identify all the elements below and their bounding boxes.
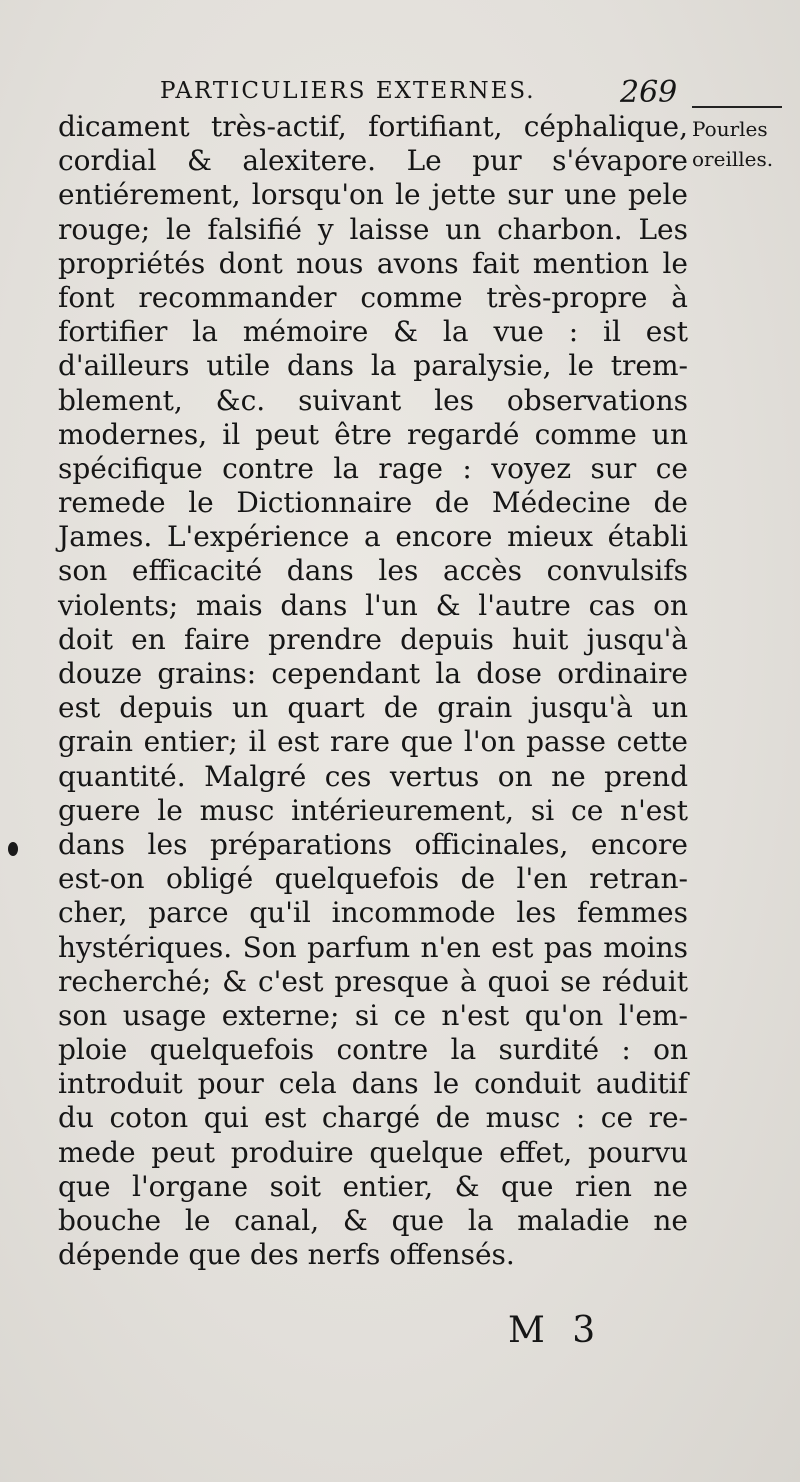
running-title: PARTICULIERS EXTERNES. (160, 78, 536, 104)
text-line: dans les préparations officinales, encore (58, 827, 688, 861)
header-rule (692, 106, 782, 108)
running-head (160, 75, 740, 110)
text-line: bouche le canal, & que la maladie ne (58, 1204, 688, 1237)
text-line: son usage externe; si ce n'est qu'on l'em- (58, 998, 688, 1032)
signature-mark: M 3 (508, 1310, 604, 1351)
page-number: 269 (620, 75, 678, 110)
text-line: fortifier la mémoire & la vue : il est (58, 315, 688, 349)
text-line: spécifique contre la rage : voyez sur ce (58, 451, 688, 485)
text-line: du coton qui est chargé de musc : ce re- (58, 1101, 688, 1135)
text-line: violents; mais dans l'un & l'autre cas on (58, 588, 688, 622)
text-line: son efficacité dans les accès convulsifs (58, 554, 688, 588)
text-line: ploie quelquefois contre la surdité : on (58, 1033, 688, 1067)
text-line: James. L'expérience a encore mieux établi (58, 520, 688, 554)
text-line: font recommander comme très-propre à (58, 280, 688, 314)
text-line: rouge; le falsifié y laisse un charbon. Les (58, 212, 688, 246)
text-line: modernes, il peut être regardé comme un (58, 417, 688, 451)
text-line: mede peut produire quelque effet, pourvu (58, 1135, 688, 1169)
text-line: que l'organe soit entier, & que rien ne (58, 1169, 688, 1203)
ink-spot-mark (8, 842, 18, 856)
text-line: recherché; & c'est presque à quoi se réduit (58, 964, 688, 998)
text-line: remede le Dictionnaire de Médecine de (58, 486, 688, 520)
text-line: introduit pour cela dans le conduit auditif (58, 1067, 688, 1101)
text-line: guere le musc intérieurement, si ce n'est (58, 793, 688, 827)
text-line: dicament très-actif, fortifiant, céphalique, (58, 110, 688, 143)
text-line: propriétés dont nous avons fait mention le (58, 246, 688, 280)
text-line: doit en faire prendre depuis huit jusqu'à (58, 622, 688, 656)
text-line: cher, parce qu'il incommode les femmes (58, 896, 688, 930)
text-line: d'ailleurs utile dans la paralysie, le trem- (58, 349, 688, 383)
text-line: quantité. Malgré ces vertus on ne prend (58, 759, 688, 793)
marginal-note (692, 114, 792, 174)
text-line: entiérement, lorsqu'on le jette sur une pele (58, 178, 688, 212)
text-line: grain entier; il est rare que l'on passe cette (58, 725, 688, 759)
marginal-note-line: Pourles (692, 117, 768, 141)
text-line: blement, &c. suivant les observations (58, 383, 688, 417)
text-line: hystériques. Son parfum n'en est pas moins (58, 930, 688, 964)
body-text (58, 110, 688, 1272)
text-line: cordial & alexitere. Le pur s'évapore (58, 144, 688, 178)
text-line: douze grains: cependant la dose ordinaire (58, 657, 688, 690)
text-line: est depuis un quart de grain jusqu'à un (58, 691, 688, 725)
text-line: est-on obligé quelquefois de l'en retran- (58, 862, 688, 896)
text-line: dépende que des nerfs offensés. (58, 1238, 515, 1272)
marginal-note-line: oreilles. (692, 147, 774, 171)
